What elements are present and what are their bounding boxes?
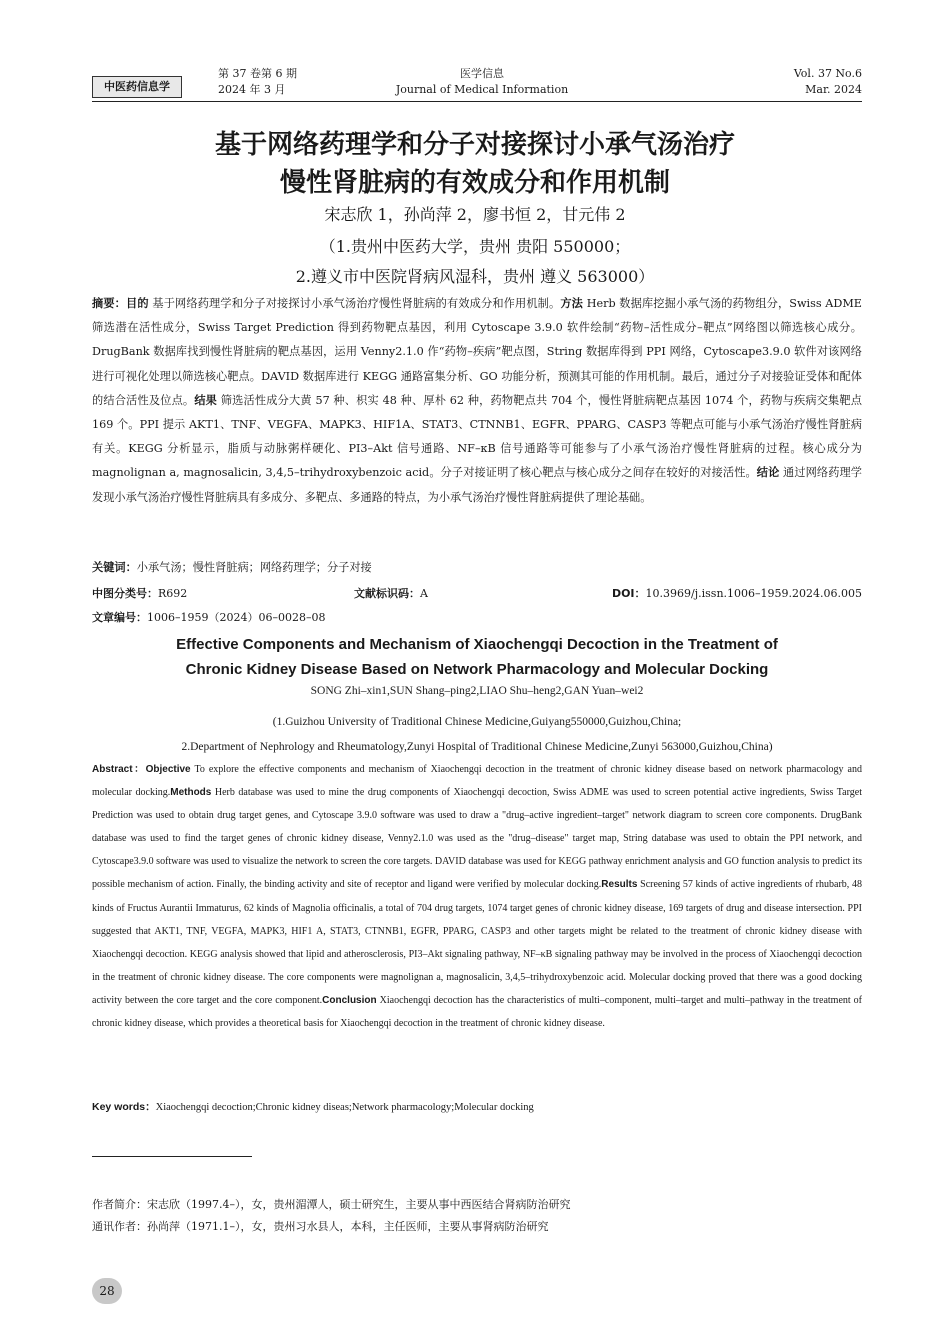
title-cn-line-2: 慢性肾脏病的有效成分和作用机制 xyxy=(279,168,670,198)
results-en-label: Results xyxy=(601,879,638,891)
title-cn-line-1: 基于网络药理学和分子对接探讨小承气汤治疗 xyxy=(214,130,735,160)
header-rule xyxy=(92,101,862,102)
article-title-en xyxy=(92,632,862,682)
abstract-en xyxy=(92,758,862,1035)
clc-value: R692 xyxy=(158,587,188,600)
header-volume-issue-cn: 第 37 卷第 6 期 xyxy=(218,67,297,80)
keywords-en-text: Xiaochengqi decoction;Chronic kidney diseas;Network pharmacology;Molecular docking xyxy=(155,1102,534,1113)
document-code xyxy=(354,585,428,601)
doi-label: DOI： xyxy=(611,587,646,600)
methods-en-label: Methods xyxy=(170,787,212,799)
authors-en: SONG Zhi–xin1,SUN Shang–ping2,LIAO Shu–heng2,GAN Yuan–wei2 xyxy=(310,685,644,697)
conclusion-en-text: Xiaochengqi decoction has the characteristics of multi–component, multi–target and multi–pathway in the treatment of chronic kidney disease, which provides a theoretical basis for Xiaochengqi decoction in the treatment of chronic kidney disease. xyxy=(92,994,863,1030)
affiliations-en xyxy=(92,710,862,760)
affiliation-cn-line-2: 2.遵义市中医院肾病风湿科，贵州 遵义 563000） xyxy=(295,267,655,286)
article-title-cn xyxy=(100,126,850,202)
methods-en-text: Herb database was used to mine the drug components of Xiaochengqi decoction, Swiss ADME was used to screen potential active ingredients, Swiss Target Prediction was used to obtain drug target genes, and Cytoscape 3.9.0 software was used to draw a "drug–active ingredient–target" network diagram to screen core components. DrugBank database was used to find the target genes of chronic kidney disease, Venny2.1.0 was used as the "drug–disease" target map, String database was used to obtain the PPI network, and Cytoscape3.9.0 software was used to visualize the network to screen the core targets. DAVID database was used for KEGG pathway enrichment analysis and GO function analysis to predict its possible mechanism of action. Finally, the binding activity and site of receptor and ligand were verified by molecular docking. xyxy=(92,787,862,891)
authors-cn: 宋志欣 1，孙尚萍 2，廖书恒 2，甘元伟 2 xyxy=(324,205,626,224)
header-volume-issue-en: Vol. 37 No.6 xyxy=(793,67,862,80)
footnote-rule xyxy=(92,1156,252,1157)
doc-code-label: 文献标识码： xyxy=(354,587,420,600)
header-volume-cn xyxy=(218,66,297,98)
clc-number xyxy=(92,585,187,601)
objective-cn-label: 目的 xyxy=(126,297,149,310)
objective-cn-text: 基于网络药理学和分子对接探讨小承气汤治疗慢性肾脏病的有效成分和作用机制。 xyxy=(148,297,561,310)
running-header xyxy=(92,62,862,102)
abstract-cn xyxy=(92,292,862,510)
keywords-cn-label: 关键词： xyxy=(92,561,137,574)
header-journal xyxy=(382,66,582,98)
objective-en-text: To explore the effective components and mechanism of Xiaochengqi decoction in the treatment of chronic kidney disease based on network pharmacology and molecular docking. xyxy=(92,764,862,799)
keywords-en-label: Key words： xyxy=(92,1101,156,1113)
results-cn-text: 筛选活性成分大黄 57 种、枳实 48 种、厚朴 62 种，药物靶点共 704 个，慢性肾脏病靶点基因 1074 个，药物与疾病交集靶点 169 个。PPI 提示 AKT1、TNF、VEGFA、MAPK3、HIF1A、STAT3、CTNNB1、EGFR、PPARG、CASP3 等靶点可能与小承气汤治疗慢性肾脏病有关。KEGG 分析显示，脂质与动脉粥样硬化、PI3–Akt 信号通路、NF–κB 信号通路等可能参与了小承气汤治疗慢性肾脏病的过程。核心成分为 magnolignan a, magnosalicin, 3,4,5–trihydroxybenzoic acid。分子对接证明了核心靶点与核心成分之间存在较好的对接活性。 xyxy=(92,393,862,480)
header-volume-en xyxy=(794,66,862,98)
affiliation-cn-line-1: （1.贵州中医药大学，贵州 贵阳 550000； xyxy=(319,237,631,256)
page-number: 28 xyxy=(92,1278,122,1304)
title-en-line-2: Chronic Kidney Disease Based on Network Pharmacology and Molecular Docking xyxy=(185,661,769,678)
results-en-text: Screening 57 kinds of active ingredients of rhubarb, 48 kinds of Fructus Aurantii Immaturus, 62 kinds of Magnolia officinalis, a total of 704 drug targets, 1074 target genes of chronic kidney disease, 169 targets of drug and disease intersection. PPI suggested that AKT1, TNF, VEGFA, MAPK3, HIF1 A, STAT3, CTNNB1, EGFR, PPARG, CASP3 and other targets might be related to the treatment of chronic kidney disease with Xiaochengqi decoction. KEGG analysis showed that lipid and atherosclerosis, PI3–Akt signaling pathway, NF–κB signaling pathway may be involved in the process of Xiaochengqi decoction in the treatment of chronic kidney disease. The core components were magnolignan a, magnosalicin, 3,4,5–trihydroxybenzoic acid. Molecular docking proved that there was a good docking activity between the core target and the core component. xyxy=(92,879,862,1006)
conclusion-cn-text: 通过网络药理学发现小承气汤治疗慢性肾脏病具有多成分、多靶点、多通路的特点，为小承气汤治疗慢性肾脏病提供了理论基础。 xyxy=(92,466,862,504)
title-en-line-1: Effective Components and Mechanism of Xiaochengqi Decoction in the Treatment of xyxy=(176,636,778,653)
keywords-en xyxy=(92,1099,862,1114)
objective-en-label: Objective xyxy=(145,764,191,775)
methods-cn-label: 方法 xyxy=(560,297,584,310)
results-cn-label: 结果 xyxy=(194,393,218,407)
footnote-author-intro: 作者简介：宋志欣（1997.4–），女，贵州湄潭人，硕士研究生，主要从事中西医结合肾病防治研究 xyxy=(92,1198,571,1211)
affiliation-en-line-1: (1.Guizhou University of Traditional Chinese Medicine,Guiyang550000,Guizhou,China; xyxy=(272,716,682,728)
conclusion-cn-label: 结论 xyxy=(756,466,780,480)
article-no-value: 1006–1959（2024）06–0028–08 xyxy=(147,611,326,624)
header-date-en: Mar. 2024 xyxy=(805,83,862,96)
doc-code-value: A xyxy=(420,587,428,600)
footnote-corresponding-author: 通讯作者：孙尚萍（1971.1–），女，贵州习水县人，本科，主任医师，主要从事肾病防治研究 xyxy=(92,1220,549,1233)
conclusion-en-label: Conclusion xyxy=(322,994,377,1006)
header-date-cn: 2024 年 3 月 xyxy=(218,83,286,96)
classification-row xyxy=(92,585,862,603)
keywords-cn-text: 小承气汤；慢性肾脏病；网络药理学；分子对接 xyxy=(136,561,372,574)
keywords-cn xyxy=(92,559,862,575)
affiliations-cn xyxy=(100,232,850,292)
header-journal-cn: 医学信息 xyxy=(460,67,504,80)
article-no-label: 文章编号： xyxy=(92,611,147,624)
article-number xyxy=(92,609,325,625)
abstract-cn-label: 摘要： xyxy=(92,297,126,310)
doi-value: 10.3969/j.issn.1006–1959.2024.06.005 xyxy=(645,587,862,600)
doi xyxy=(612,585,862,601)
clc-label: 中图分类号： xyxy=(92,587,158,600)
methods-cn-text: Herb 数据库挖掘小承气汤的药物组分，Swiss ADME 筛选潜在活性成分，Swiss Target Prediction 得到药物靶点基因，利用 Cytoscape 3.9.0 软件绘制“药物–活性成分–靶点”网络图以筛选核心成分。DrugBank 数据库找到慢性肾脏病的靶点基因，运用 Venny2.1.0 作“药物–疾病”靶点图，String 数据库得到 PPI 网络，Cytoscape3.9.0 软件对该网络进行可视化处理以筛选核心靶点。DAVID 数据库进行 KEGG 通路富集分析、GO 功能分析，预测其可能的作用机制。最后，通过分子对接验证受体和配体的结合活性及位点。 xyxy=(92,297,862,407)
section-badge: 中医药信息学 xyxy=(92,76,182,98)
affiliation-en-line-2: 2.Department of Nephrology and Rheumatology,Zunyi Hospital of Traditional Chinese Medicine,Zunyi 563000,Guizhou,China) xyxy=(181,741,773,753)
abstract-en-label: Abstract： xyxy=(92,764,146,775)
header-journal-en: Journal of Medical Information xyxy=(395,83,569,96)
